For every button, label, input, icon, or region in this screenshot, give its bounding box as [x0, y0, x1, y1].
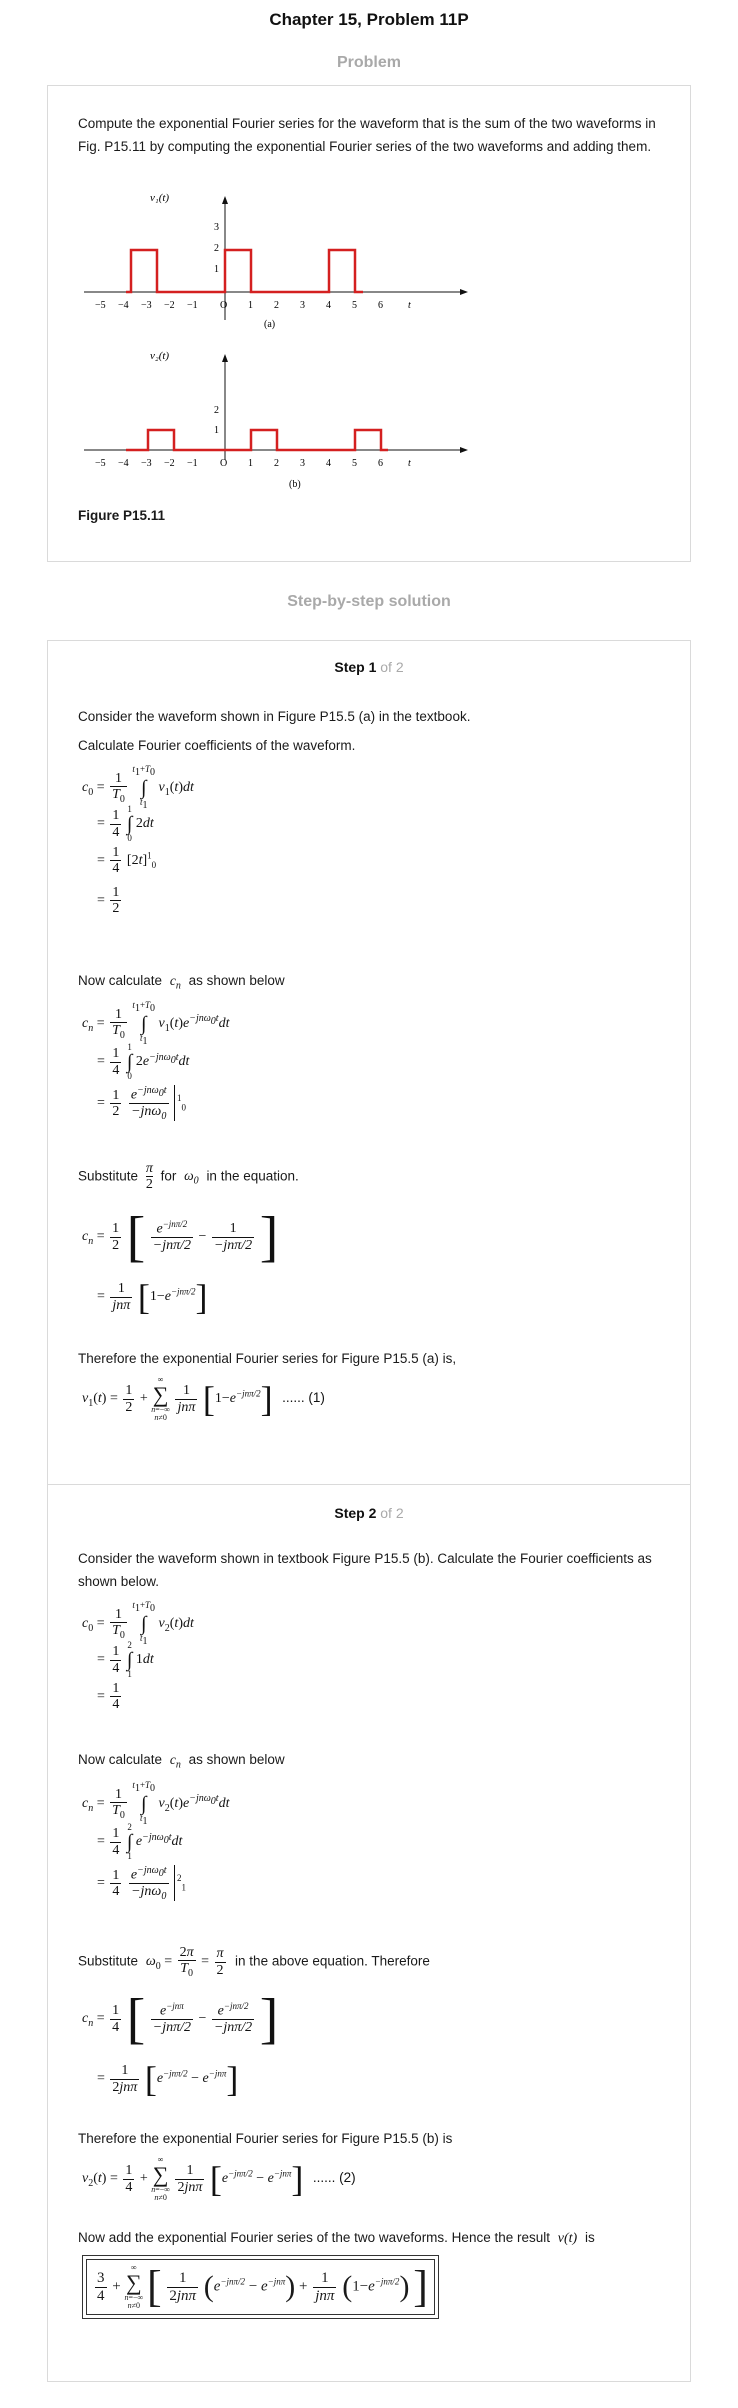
step-2-therefore: Therefore the exponential Fourier series for Figure P15.5 (b) is [78, 2131, 453, 2146]
problem-statement: Compute the exponential Fourier series for the waveform that is the sum of the two waveforms in Fig. P15.11 by computing the exponential Fourier series of the two waveforms and adding them. [78, 116, 656, 154]
problem-card [47, 85, 691, 562]
step-2-final: Now add the exponential Fourier series of the two waveforms. Hence the result v(t) is [78, 2230, 595, 2246]
plot-b-xtick: 2 [274, 458, 279, 469]
step-1-calc-cn: Now calculate $c_n$ as shown below [78, 973, 285, 992]
step-1-c0-eq: $c_0$ = $\frac{1}{T_0}$ $t_1+T_0$ ∫ $t_1$ $v_1(t)dt$ = $\frac{1}{4}$ 1 ∫ 0 2dt = $\frac{1}{4}$ $[2t]^1_0$ = $\frac{1}{2}$ [82, 764, 194, 917]
plot-a-xlabel: t [408, 300, 411, 311]
plot-a-xtick: −1 [187, 300, 198, 311]
plot-b-xtick: −5 [95, 458, 106, 469]
figure-plot-b [78, 348, 468, 490]
step-1-title: Step 1 of 2 [334, 659, 404, 675]
plot-b-xlabel: t [408, 458, 411, 469]
plot-a-xtick: −4 [118, 300, 129, 311]
plot-a-xtick: −2 [164, 300, 175, 311]
plot-b-xtick: −3 [141, 458, 152, 469]
step-divider [48, 1484, 690, 1485]
step-2-series-eq: $v_2(t)$ = $\frac{1}{4}$ + ∞ ∑ n=−∞ n≠0 $\frac{1}{\text{2jnπ}}$ $[e^{-jn\pi/2} - e^{-jn\pi}]$ ...... (2) [82, 2155, 356, 2202]
plot-a-xtick: 3 [300, 300, 305, 311]
step-1-intro: Consider the waveform shown in Figure P15.5 (a) in the textbook. [78, 709, 471, 724]
step-2-substitute: Substitute $\omega_0$ = $\frac{2\pi}{T_0}$ = $\frac{\pi}{2}$ in the above equation. Therefore [78, 1945, 430, 1980]
plot-a-waveform [126, 250, 363, 292]
figure-caption: Figure P15.11 [78, 508, 166, 523]
plot-b-xtick: 6 [378, 458, 383, 469]
solution-card [47, 640, 691, 2382]
step-1-substitute: Substitute $\frac{\pi}{2}$ for $\omega_0$ in the equation. [78, 1161, 299, 1193]
plot-b-xtick: −4 [118, 458, 129, 469]
plot-a-xtick: 2 [274, 300, 279, 311]
plot-a-ytick: 3 [214, 222, 219, 233]
plot-a-xticks [95, 300, 411, 311]
step-1-series-eq: $v_1(t)$ = $\frac{1}{2}$ + ∞ ∑ n=−∞ n≠0 $\frac{1}{\text{jnπ}}$ $[1-e^{-jn\pi/2}]$ ...... (1) [82, 1375, 325, 1422]
step-1-cn-eq: $c_n$ = $\frac{1}{T_0}$ $t_1+T_0$ ∫ $t_1$ $v_1(t)e^{-jn\omega_0t}dt$ = $\frac{1}{4}$ 1 ∫ 0 $2e^{-jn\omega_0t}dt$ = $\frac{1}{2}$ $\frac{e^{-jn\omega_0t}}{-jn\omega_0}$ $^1_0$ [82, 1000, 230, 1122]
plot-a-xtick: −3 [141, 300, 152, 311]
plot-b-xtick: 3 [300, 458, 305, 469]
plot-a-xtick: −5 [95, 300, 106, 311]
plot-a-xtick: O [220, 300, 228, 311]
step-1-calc-c0: Calculate Fourier coefficients of the waveform. [78, 738, 356, 753]
step-2-calc-cn: Now calculate $c_n$ as shown below [78, 1752, 285, 1771]
eq-tag-1: ...... (1) [282, 1390, 325, 1406]
plot-b-xtick: 5 [352, 458, 357, 469]
final-result-box: $\frac{3}{4}$ + ∞ ∑ n=−∞ n≠0 [ $\frac{1}{\text{2jnπ}}$ $(e^{-jn\pi/2} - e^{-jn\pi})$ + $\frac{1}{\text{jnπ}}$ $(1-e^{-jn\pi/2})$ ] [82, 2255, 439, 2319]
plot-a-ytick: 1 [214, 264, 219, 275]
plot-b-ylabel: v₂(t) [150, 350, 170, 362]
plot-b-xtick: −2 [164, 458, 175, 469]
plot-a-ytick: 2 [214, 243, 219, 254]
step-2-intro: Consider the waveform shown in textbook Figure P15.5 (b). Calculate the Fourier coefficients as shown below. [78, 1551, 652, 1589]
plot-b-xtick: O [220, 458, 228, 469]
plot-b-xtick: −1 [187, 458, 198, 469]
figure-plot-a [78, 190, 468, 330]
step-1-subst-eq: $c_n$ = $\frac{1}{2}$ [ $\frac{e^{-jn\pi/2}}{\text{−jnπ/2}}$ − $\frac{1}{\text{−jnπ/2}}$ ] = $\frac{1}{\text{jnπ}}$ $[1-e^{-jn\pi/2}]$ [82, 1206, 279, 1317]
step-1-therefore: Therefore the exponential Fourier series for Figure P15.5 (a) is, [78, 1351, 457, 1366]
eq-tag-2: ...... (2) [312, 2170, 356, 2186]
step-2-subst-eq: $c_n$ = $\frac{1}{4}$ [ $\frac{e^{-jn\pi}}{\text{−jnπ/2}}$ − $\frac{e^{-jn\pi/2}}{\text{−jnπ/2}}$ ] = $\frac{1}{\text{2jnπ}}$ $[e^{-jn\pi/2} - e^{-jn\pi}]$ [82, 1988, 279, 2099]
plot-a-ylabel: v₁(t) [150, 192, 170, 204]
step-2-title: Step 2 of 2 [334, 1505, 404, 1521]
page-title: Chapter 15, Problem 11P [269, 10, 469, 29]
plot-a-caption: (a) [264, 319, 276, 330]
plot-a-xtick: 4 [326, 300, 331, 311]
solution-heading: Step-by-step solution [287, 593, 451, 610]
plot-b-xtick: 1 [248, 458, 253, 469]
problem-heading: Problem [336, 54, 401, 71]
step-2-cn-eq: $c_n$ = $\frac{1}{T_0}$ $t_1+T_0$ ∫ $t_1$ $v_2(t)e^{-jn\omega_0t}dt$ = $\frac{1}{4}$ 2 ∫ 1 $e^{-jn\omega_0t}dt$ = $\frac{1}{4}$ $\frac{e^{-jn\omega_0t}}{-jn\omega_0}$ $^2_1$ [82, 1780, 230, 1902]
plot-b-ytick: 2 [214, 405, 219, 416]
plot-b-caption: (b) [289, 479, 301, 490]
plot-a-xtick: 1 [248, 300, 253, 311]
plot-b-waveform [126, 430, 388, 450]
plot-a-yticks [214, 222, 219, 275]
plot-b-xtick: 4 [326, 458, 331, 469]
plot-a-xtick: 5 [352, 300, 357, 311]
plot-a-xtick: 6 [378, 300, 383, 311]
step-2-c0-eq: $c_0$ = $\frac{1}{T_0}$ $t_1+T_0$ ∫ $t_1$ $v_2(t)dt$ = $\frac{1}{4}$ 2 ∫ 1 1dt = $\frac{1}{4}$ [82, 1600, 194, 1713]
plot-b-ytick: 1 [214, 425, 219, 436]
